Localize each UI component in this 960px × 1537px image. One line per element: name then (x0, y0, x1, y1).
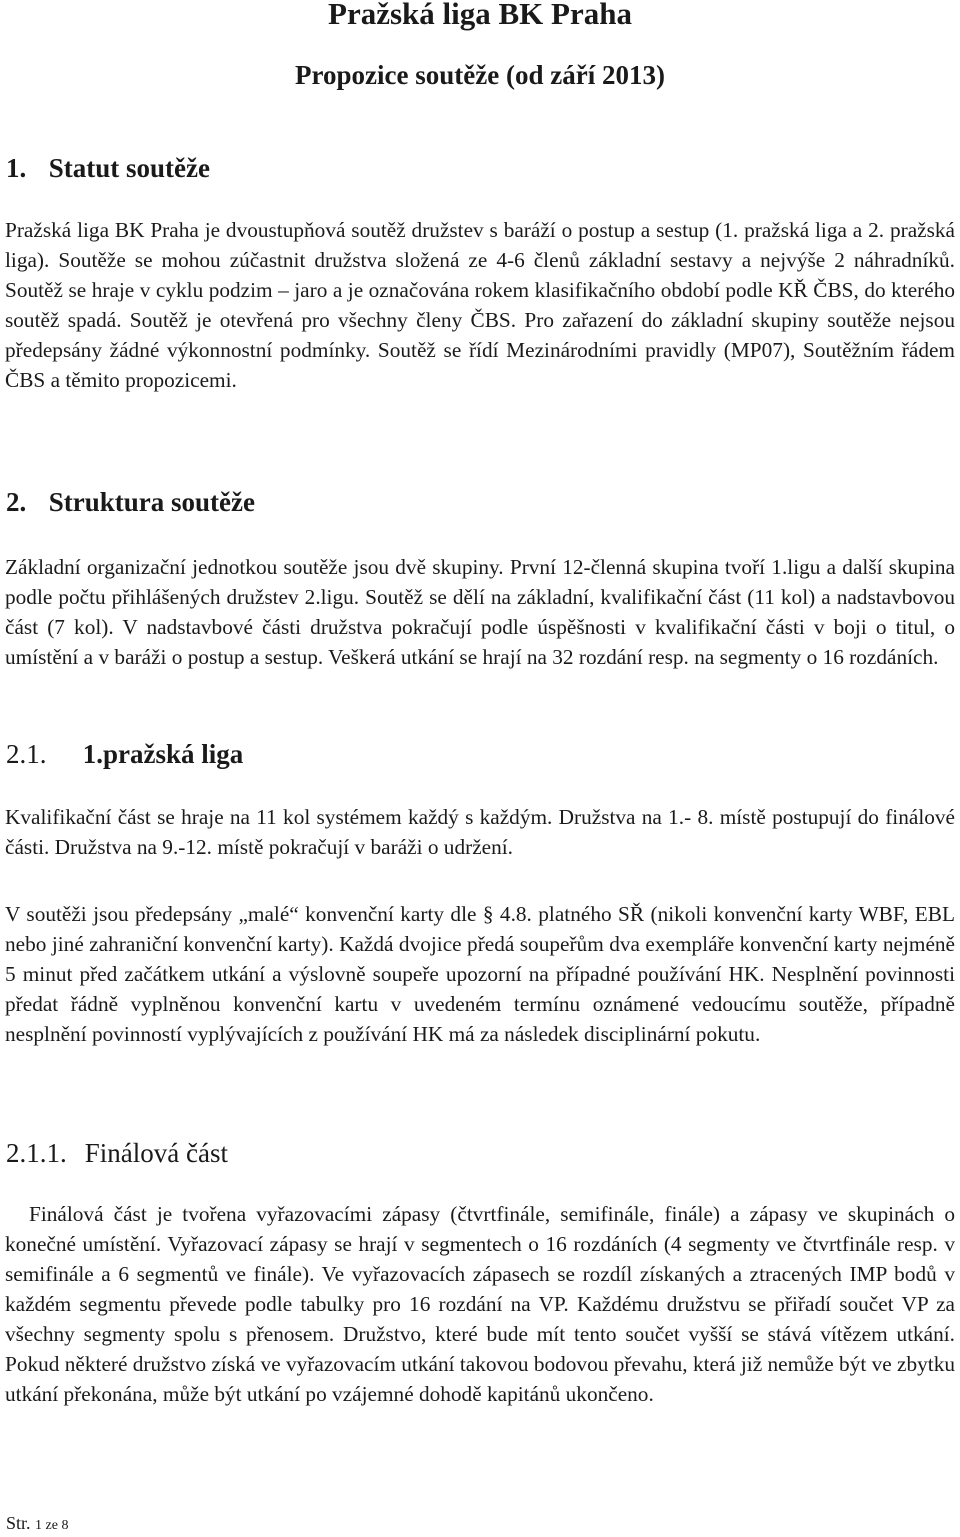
section-number: 2. (6, 487, 27, 517)
section-2-1-1-heading (6, 1136, 228, 1170)
section-2-1-paragraph-2: V soutěži jsou předepsány „malé“ konvenční karty dle § 4.8. platného SŘ (nikoli konvenční karty WBF, EBL nebo jiné zahraniční konvenční karty). Každá dvojice předá soupeřům dva exempláře konvenční karty nejméně 5 minut před začátkem utkání a výslovně soupeře upozorní na případné používání HK. Nesplnění povinnosti předat řádně vyplněnou konvenční kartu v uvedeném termínu oznámené vedoucímu soutěže, případně nesplnění povinností vyplývajících z používání HK má za následek disciplinární pokutu. (5, 902, 955, 1046)
section-1-paragraph: Pražská liga BK Praha je dvoustupňová soutěž družstev s baráží o postup a sestup (1. pražská liga a 2. pražská liga). Soutěže se mohou zúčastnit družstva složená ze 4-6 členů základní sestavy a nejvýše 2 náhradníků. Soutěž se hraje v cyklu podzim – jaro a je označována rokem klasifikačního období podle KŘ ČBS, do kterého soutěž spadá. Soutěž je otevřená pro všechny členy ČBS. Pro zařazení do základní skupiny soutěže nejsou předepsány žádné výkonnostní podmínky. Soutěž se řídí Mezinárodními pravidly (MP07), Soutěžním řádem ČBS a těmito propozicemi. (5, 218, 955, 392)
document-subtitle: Propozice soutěže (od září 2013) (295, 60, 665, 90)
section-title: Finálová část (84, 1138, 228, 1168)
section-2-1-1-paragraph: Finálová část je tvořena vyřazovacími zápasy (čtvrtfinále, semifinále, finále) a zápasy ve skupinách o konečné umístění. Vyřazovací zápasy se hrají v segmentech o 16 rozdáních (4 segmenty ve čtvrtfinále resp. v semifinále a 6 segmentů ve finále). Ve vyřazovacích zápasech se rozdíl získaných a ztracených IMP bodů v každém segmentu převede podle tabulky pro 16 rozdání na VP. Každému družstvu se přiřadí součet VP za všechny segmenty spolu s přenosem. Družstvo, které bude mít tento součet vyšší se stává vítězem utkání. Pokud některé družstvo získá ve vyřazovacím utkání takovou bodovou převahu, která již nemůže být ve zbytku utkání překonána, může být utkání po vzájemné dohodě kapitánů ukončeno. (5, 1202, 955, 1406)
section-number: 1. (6, 153, 27, 183)
footer-label: Str. (6, 1513, 31, 1533)
section-number: 2.1. (6, 739, 47, 769)
section-title: Struktura soutěže (48, 487, 255, 517)
section-2-1-paragraph-1: Kvalifikační část se hraje na 11 kol systémem každý s každým. Družstva na 1.- 8. místě postupují do finálové části. Družstva na 9.-12. místě pokračují v baráži o udržení. (5, 805, 955, 859)
section-2-1-heading (6, 737, 243, 771)
section-title: 1.pražská liga (82, 739, 244, 769)
page-number: 1 ze 8 (35, 1518, 69, 1533)
page-footer (6, 1512, 68, 1537)
section-title: Statut soutěže (48, 153, 210, 183)
section-2-heading (6, 485, 255, 519)
section-1-heading (6, 151, 210, 185)
section-number: 2.1.1. (6, 1138, 67, 1168)
section-2-paragraph: Základní organizační jednotkou soutěže jsou dvě skupiny. První 12-členná skupina tvoří 1.ligu a další skupina podle počtu přihlášených družstev 2.ligu. Soutěž se dělí na základní, kvalifikační část (11 kol) a nadstavbovou část (7 kol). V nadstavbové části družstva pokračují podle úspěšnosti v kvalifikační části v boji o titul, o umístění a v baráži o postup a sestup. Veškerá utkání se hrají na 32 rozdání resp. na segmenty o 16 rozdáních. (5, 555, 955, 669)
document-title: Pražská liga BK Praha (328, 0, 632, 31)
